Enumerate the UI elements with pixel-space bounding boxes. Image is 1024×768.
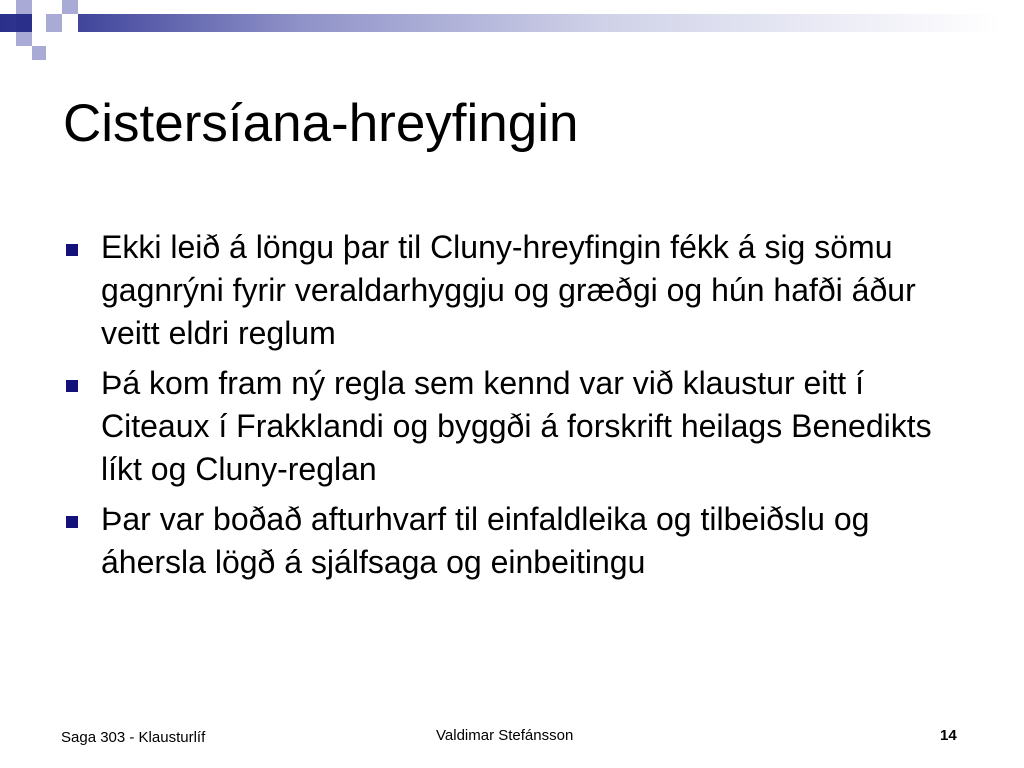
decor-square [16,32,32,46]
slide-number: 14 [940,727,957,744]
decor-square [0,0,16,14]
slide-title: Cistersíana-hreyfingin [63,94,579,153]
footer-author: Valdimar Stefánsson [436,727,574,744]
bullet-item [64,498,964,584]
decor-square [62,0,78,14]
square-bullet-icon [66,244,78,256]
decor-square [32,14,46,32]
decor-square [16,14,32,32]
footer-course: Saga 303 - Klausturlíf [61,729,206,746]
decor-square [16,0,32,14]
bullet-item [64,362,964,491]
bullet-text: Þar var boðað afturhvarf til einfaldleika og tilbeiðslu og áhersla lögð á sjálfsaga og einbeitingu [101,501,870,580]
decor-square [32,46,46,60]
bullet-list [64,226,964,591]
bullet-item [64,226,964,355]
square-bullet-icon [66,380,78,392]
header-gradient-band [0,14,1024,32]
bullet-text: Ekki leið á löngu þar til Cluny-hreyfingin fékk á sig sömu gagnrýni fyrir veraldarhyggju og græðgi og hún hafði áður veitt eldri reglum [101,229,916,351]
square-bullet-icon [66,516,78,528]
bullet-text: Þá kom fram ný regla sem kennd var við klaustur eitt í Citeaux í Frakklandi og byggði á forskrift heilags Benedikts líkt og Cluny-reglan [101,365,932,487]
decor-square [62,14,78,32]
decor-square [46,14,62,32]
